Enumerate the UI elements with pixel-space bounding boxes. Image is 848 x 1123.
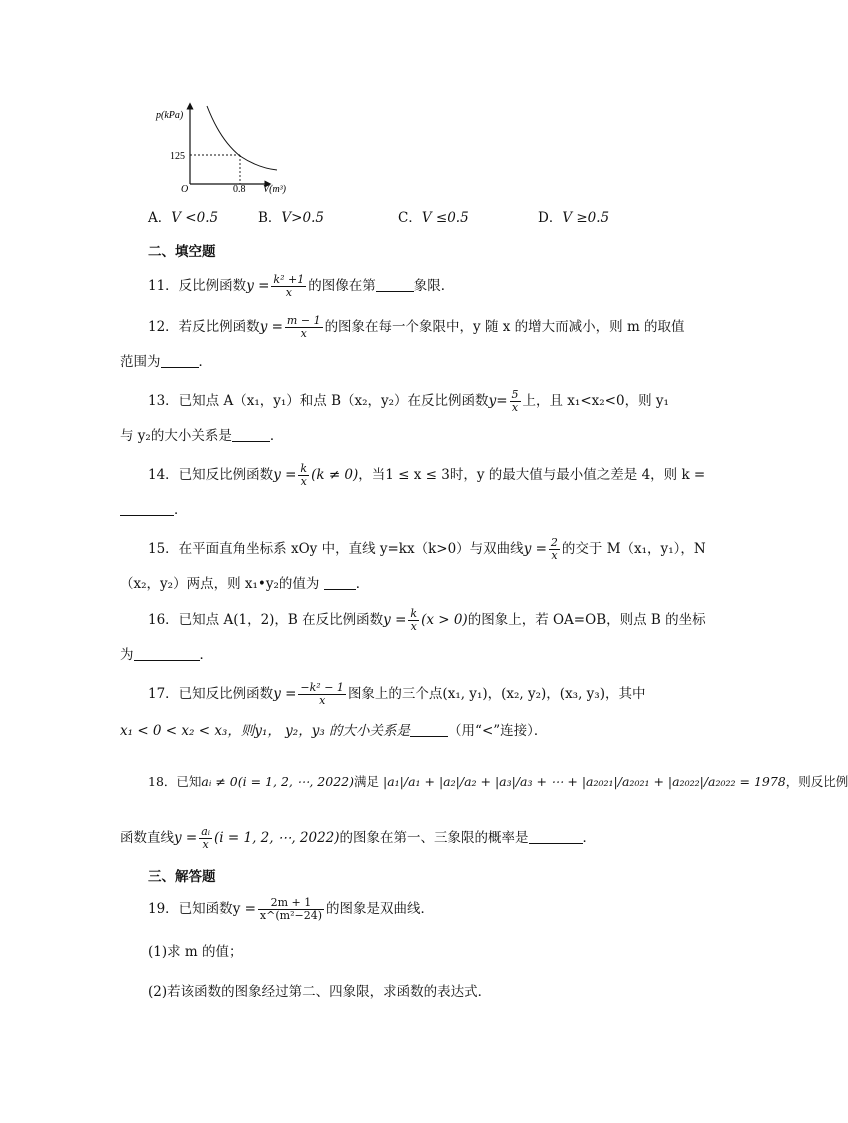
question-18: 18．已知aᵢ ≠ 0(i = 1, 2, ⋯, 2022)满足 |a₁|/a₁ + |a₂|/a₂ + |a₃|/a₃ + ⋯ + |a₂₀₂₁|/a₂₀₂₁ + |a₂₀₂₂|/a₂₀₂₂ = 1978，则反比例 [148, 774, 848, 789]
question-19-part-2: (2)若该函数的图象经过第二、四象限，求函数的表达式． [148, 984, 492, 1000]
question-18-cont: 函数直线y = $\frac{\text{aᵢ}}{x}$ (i = 1, 2, ⋯, 2022)的图象在第一、三象限的概率是 ． [120, 825, 597, 851]
question-14: 14．已知反比例函数y = $\frac{k}{x}$ (k ≠ 0)，当1 ≤ x ≤ 3时，y 的最大值与最小值之差是 4，则 k = [148, 462, 706, 488]
section-title-answer: 三、解答题 [148, 869, 216, 885]
x-axis-label: V(m³) [263, 184, 286, 195]
question-15: 15．在平面直角坐标系 xOy 中，直线 y=kx（k>0）与双曲线y = $\frac{2}{x}$ 的交于 M（x₁，y₁），N [148, 536, 706, 562]
question-11: 11．反比例函数y = $\frac{\text{k² +1}}{x}$ 的图像在第 象限． [148, 273, 455, 299]
question-13-cont: 与 y₂的大小关系是 ． [120, 428, 284, 444]
hyperbola-curve [207, 106, 277, 170]
origin-label: O [181, 184, 189, 195]
question-16: 16．已知点 A(1，2)，B 在反比例函数y = $\frac{k}{x}$ (x > 0)的图象上，若 OA=OB，则点 B 的坐标 [148, 607, 706, 633]
question-19: 19．已知函数y = $\frac{2m + 1}{\text{x\textasciicircum{}(m²−24)}}$ 的图象是双曲线． [148, 896, 434, 922]
question-16-cont: 为 ． [120, 647, 213, 663]
x-tick-label: 0.8 [233, 184, 246, 195]
pressure-volume-graph [150, 100, 300, 196]
question-17: 17．已知反比例函数y = $\frac{\text{−k² − 1}}{x}$ 图象上的三个点(x₁, y₁)，(x₂, y₂)，(x₃, y₃)，其中 [148, 681, 646, 707]
option-b: B．V>0.5 [258, 210, 324, 226]
option-c: C．V ≤0.5 [398, 210, 469, 226]
question-17-cont: x₁ < 0 < x₂ < x₃，则y₁， y₂，y₃ 的大小关系是 （用“<”连接）． [120, 723, 548, 739]
question-12-cont: 范围为 ． [120, 354, 212, 370]
question-13: 13．已知点 A（x₁，y₁）和点 B（x₂，y₂）在反比例函数y= $\frac{5}{x}$ 上，且 x₁<x₂<0，则 y₁ [148, 388, 669, 414]
option-a: A．V <0.5 [148, 210, 219, 226]
question-12: 12．若反比例函数y = $\frac{m - 1}{x}$ 的图象在每一个象限中，y 随 x 的增大而减小，则 m 的取值 [148, 314, 685, 340]
question-19-part-1: (1)求 m 的值； [148, 944, 243, 960]
y-tick-label: 125 [170, 151, 185, 162]
option-d: D．V ≥0.5 [538, 210, 610, 226]
y-axis-label: p(kPa) [156, 110, 184, 121]
question-15-cont: （x₂，y₂）两点，则 x₁•y₂的值为 ． [120, 576, 370, 592]
section-title-fill-blank: 二、填空题 [148, 244, 216, 260]
question-14-cont: ． [120, 500, 188, 520]
